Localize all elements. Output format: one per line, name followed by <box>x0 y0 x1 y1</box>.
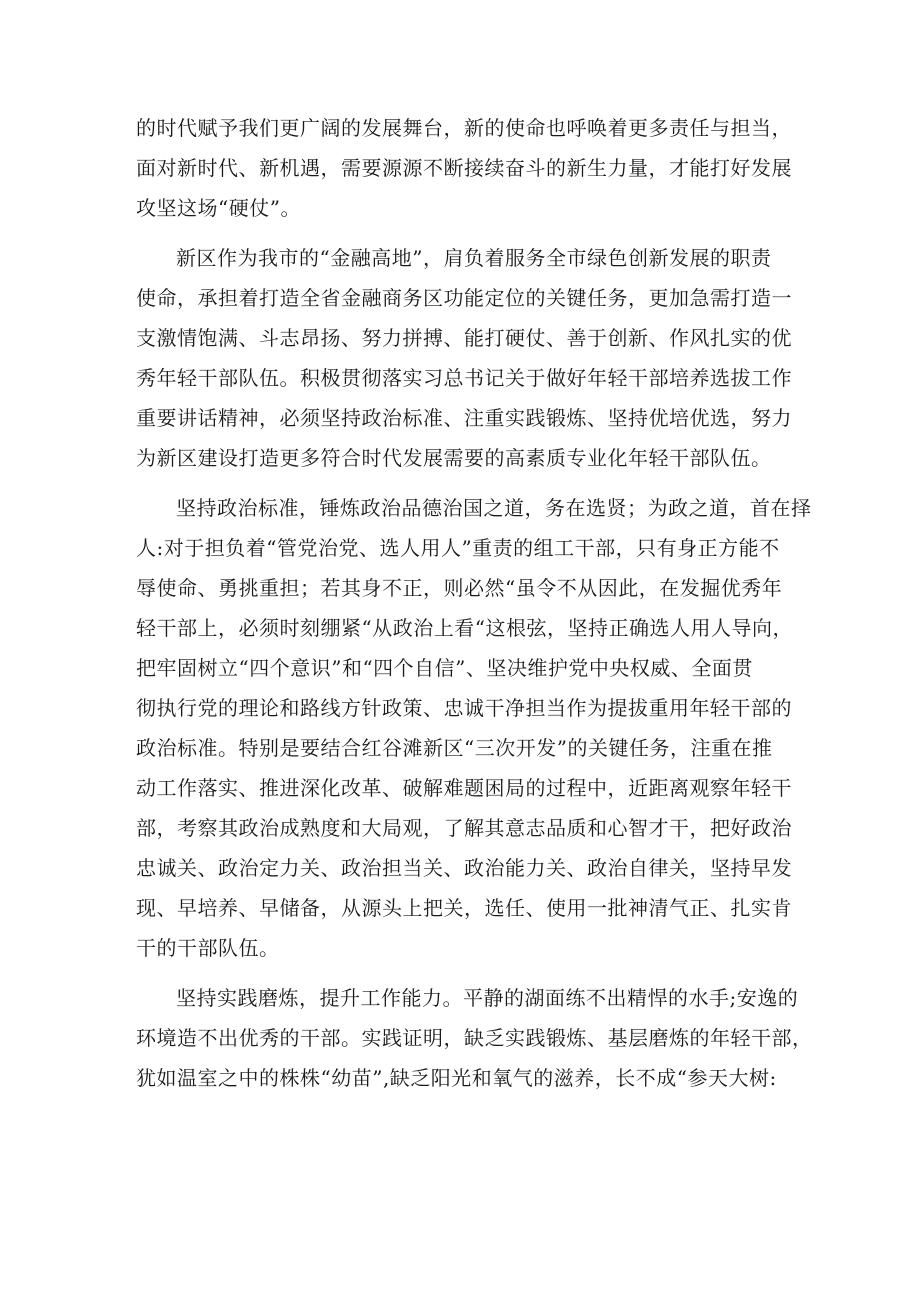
paragraph-4 <box>136 978 813 1098</box>
paragraph-1 <box>136 108 796 228</box>
text-line: 的时代赋予我们更广阔的发展舞台，新的使命也呼唤着更多责任与担当， <box>136 116 792 140</box>
text-line: 干的干部队伍。 <box>136 936 280 960</box>
paragraph-3 <box>136 488 812 968</box>
text-line: 重要讲话精神，必须坚持政治标准、注重实践锻炼、坚持优培优选，努力 <box>136 406 792 430</box>
text-line: 为新区建设打造更多符合时代发展需要的高素质专业化年轻干部队伍。 <box>136 446 772 470</box>
text-line: 犹如温室之中的株株“幼苗”,缺乏阳光和氧气的滋养，长不成“参天大树: <box>136 1066 777 1090</box>
text-line: 动工作落实、推进深化改革、破解难题困局的过程中，近距离观察年轻干 <box>136 776 792 800</box>
text-line: 秀年轻干部队伍。积极贯彻落实习总书记关于做好年轻干部培养选拔工作 <box>136 366 792 390</box>
text-line: 人:对于担负着“管党治党、选人用人”重责的组工干部，只有身正方能不 <box>136 536 780 560</box>
text-line: 攻坚这场“硬仗”。 <box>136 196 301 220</box>
text-line: 辱使命、勇挑重担；若其身不正，则必然“虽令不从因此，在发掘优秀年 <box>136 576 783 600</box>
text-line: 忠诚关、政治定力关、政治担当关、政治能力关、政治自律关，坚持早发 <box>136 856 792 880</box>
text-line: 部，考察其政治成熟度和大局观，了解其意志品质和心智才干，把好政治 <box>136 816 792 840</box>
text-line: 轻干部上，必须时刻绷紧“从政治上看“这根弦，坚持正确选人用人导向， <box>136 616 793 640</box>
text-line: 支激情饱满、斗志昂扬、努力拼搏、能打硬仗、善于创新、作风扎实的优 <box>136 326 792 350</box>
text-line: 新区作为我市的“金融高地”，肩负着服务全市绿色创新发展的职责 <box>176 246 772 270</box>
text-line: 面对新时代、新机遇，需要源源不断接续奋斗的新生力量，才能打好发展 <box>136 156 792 180</box>
text-line: 现、早培养、早储备，从源头上把关，选任、使用一批神清气正、扎实肯 <box>136 896 792 920</box>
text-line: 环境造不出优秀的干部。实践证明，缺乏实践锻炼、基层磨炼的年轻干部， <box>136 1026 813 1050</box>
paragraph-2 <box>136 238 796 478</box>
text-line: 把牢固树立“四个意识”和“四个自信”、坚决维护党中央权威、全面贯 <box>136 656 753 680</box>
text-line: 坚持政治标准，锤炼政治品德治国之道，务在选贤；为政之道，首在择 <box>176 496 812 520</box>
text-line: 坚持实践磨炼，提升工作能力。平静的湖面练不出精悍的水手;安逸的 <box>176 986 799 1010</box>
document-body <box>136 108 813 1098</box>
text-line: 政治标准。特别是要结合红谷滩新区“三次开发”的关键任务，注重在推 <box>136 736 773 760</box>
text-line: 彻执行党的理论和路线方针政策、忠诚干净担当作为提拔重用年轻干部的 <box>136 696 792 720</box>
text-line: 使命，承担着打造全省金融商务区功能定位的关键任务，更加急需打造一 <box>136 286 792 310</box>
